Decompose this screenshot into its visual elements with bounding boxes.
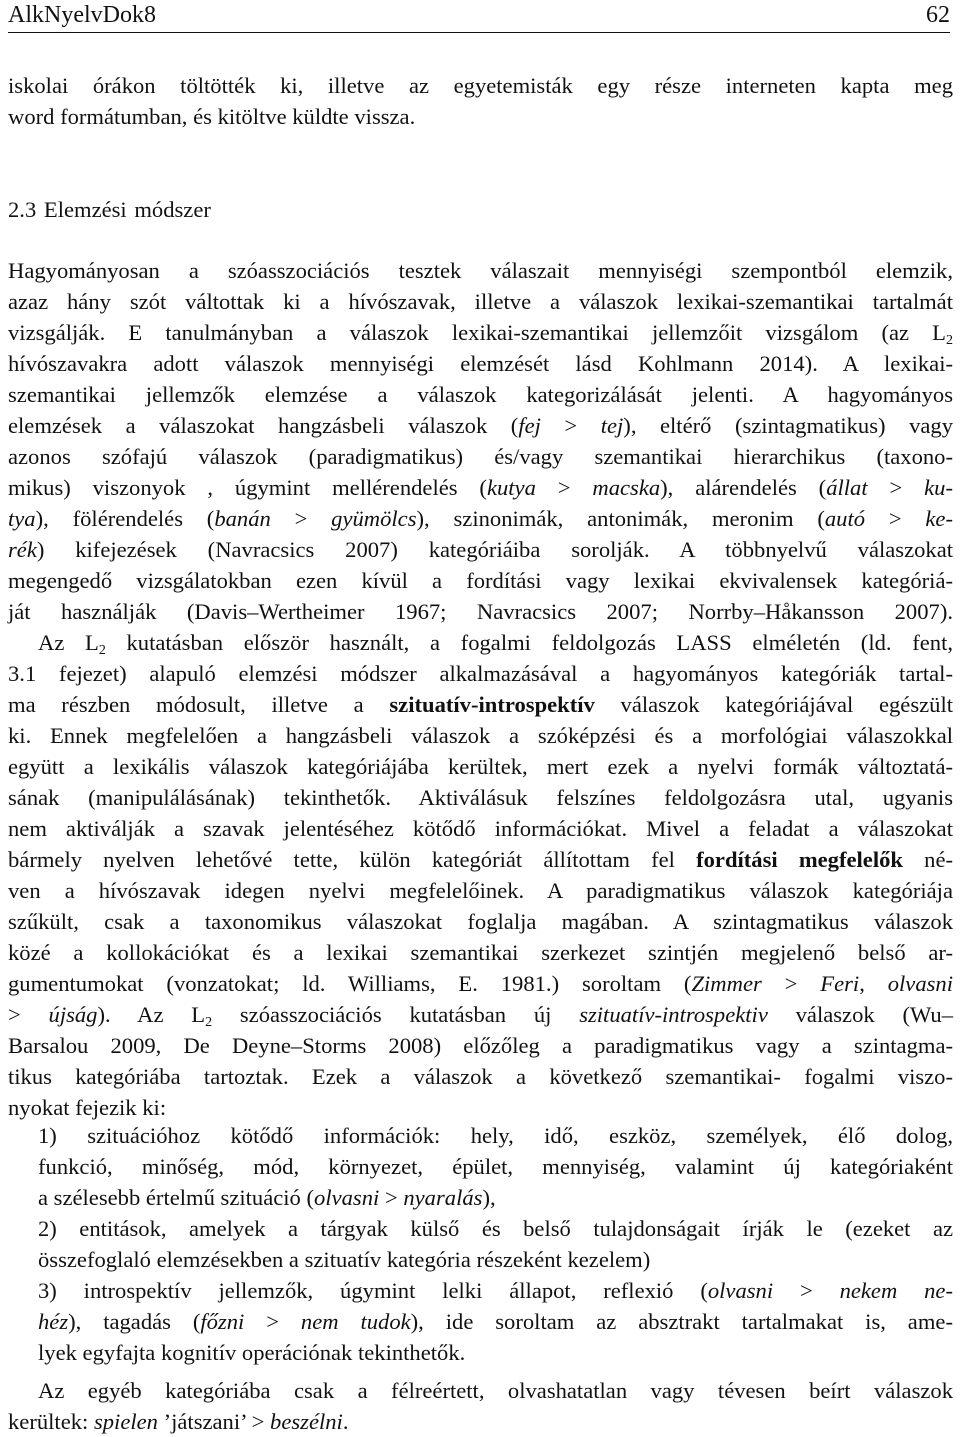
section-heading: 2.3 Elemzési módszer	[8, 197, 211, 222]
list-item-line: 3) introspektív jellemzők, úgymint lelki állapot, reflexió (olvasni > nekem ne-	[38, 1278, 953, 1303]
text-line: ven a hívószavak idegen nyelvi megfelelőinek. A paradigmatikus válaszok kategóriája	[8, 878, 953, 903]
text-line: Hagyományosan a szóasszociációs tesztek válaszait mennyiségi szempontból elemzik,	[8, 258, 953, 283]
text-line: sának (manipulálásának) tekinthetők. Aktiválásuk felszínes feldolgozásra utal, ugyanis	[8, 785, 953, 810]
text-line: együtt a lexikális válaszok kategóriájába kerültek, mert ezek a nyelvi formák változtatá-	[8, 754, 953, 779]
list-item-line: 2) entitások, amelyek a tárgyak külső és belső tulajdonságait írják le (ezeket az	[38, 1216, 953, 1241]
text-line: ját használják (Davis–Wertheimer 1967; Navracsics 2007; Norrby–Håkansson 2007).	[8, 599, 953, 624]
text-line: gumentumokat (vonzatokat; ld. Williams, E. 1981.) soroltam (Zimmer > Feri, olvasni	[8, 971, 954, 996]
list-item-line: lyek egyfajta kognitív operációnak tekinthetők.	[38, 1340, 466, 1365]
text-line: kerültek: spielen ’játszani’ > beszélni.	[8, 1409, 349, 1434]
text-line: azaz hány szót váltottak ki a hívószavak, illetve a válaszok lexikai-szemantikai tartalmát	[8, 289, 953, 314]
text-line: Barsalou 2009, De Deyne–Storms 2008) előzőleg a paradigmatikus vagy a szintagma-	[8, 1033, 953, 1058]
text-line: Az egyéb kategóriába csak a félreértett, olvashatatlan vagy tévesen beírt válaszok	[38, 1378, 953, 1403]
running-header	[8, 0, 950, 33]
text-line: mikus) viszonyok , úgymint mellérendelés (kutya > macska), alárendelés (állat > ku-	[8, 475, 953, 500]
text-line: tikus kategóriába tartoztak. Ezek a válaszok a következő szemantikai- fogalmi viszo-	[8, 1064, 953, 1089]
list-item-line: funkció, minőség, mód, környezet, épület, mennyiség, valamint új kategóriaként	[38, 1154, 953, 1179]
text-line: > újság). Az $L_2$ szóasszociációs kutatásban új szituatív-introspektiv válaszok (Wu–	[8, 1002, 953, 1030]
text-line: elemzések a válaszokat hangzásbeli válaszok (fej > tej), eltérő (szintagmatikus) vagy	[8, 413, 953, 438]
text-line: szűkült, csak a taxonomikus válaszokat foglalja magában. A szintagmatikus válaszok	[8, 909, 953, 934]
text-line: ma részben módosult, illetve a szituatív-introspektív válaszok kategóriájával egészült	[8, 692, 953, 717]
text-line: hívószavakra adott válaszok mennyiségi elemzését lásd Kohlmann 2014). A lexikai-	[8, 351, 953, 376]
list-item-line: 1) szituációhoz kötődő információk: hely, idő, eszköz, személyek, élő dolog,	[38, 1123, 953, 1148]
journal-title: AlkNyelvDok8	[8, 2, 156, 28]
text-line: bármely nyelven lehetővé tette, külön kategóriát állítottam fel fordítási megfelelők né-	[8, 847, 953, 872]
text-line: rék) kifejezések (Navracsics 2007) kategóriáiba sorolják. A többnyelvű válaszokat	[8, 537, 953, 562]
list-item-line: héz), tagadás (főzni > nem tudok), ide soroltam az absztrakt tartalmakat is, ame-	[38, 1309, 953, 1334]
text-line: nem aktiválják a szavak jelentéséhez kötődő információkat. Mivel a feladat a válaszokat	[8, 816, 953, 841]
text-line: közé a kollokációkat és a lexikai szemantikai szerkezet szintjén megjelenő belső ar-	[8, 940, 953, 965]
text-line: Az $L_2$ kutatásban először használt, a fogalmi feldolgozás LASS elméletén (ld. fent,	[38, 630, 953, 658]
text-line: szemantikai jellemzők elemzése a válaszok kategorizálását jelenti. A hagyományos	[8, 382, 953, 407]
text-line: word formátumban, és kitöltve küldte vissza.	[8, 104, 416, 129]
text-line: azonos szófajú válaszok (paradigmatikus) és/vagy szemantikai hierarchikus (taxono-	[8, 444, 953, 469]
text-line: tya), fölérendelés (banán > gyümölcs), szinonimák, antonimák, meronim (autó > ke-	[8, 506, 953, 531]
text-line: vizsgálják. E tanulmányban a válaszok lexikai-szemantikai jellemzőit vizsgálom (az $L_2$	[8, 320, 953, 348]
text-line: ki. Ennek megfelelően a hangzásbeli válaszok a szóképzési és a morfológiai válaszokkal	[8, 723, 953, 748]
page-number: 62	[926, 2, 950, 28]
text-line: nyokat fejezik ki:	[8, 1095, 167, 1120]
text-line: megengedő vizsgálatokban ezen kívül a fordítási vagy lexikai ekvivalensek kategóriá-	[8, 568, 953, 593]
text-line: iskolai órákon töltötték ki, illetve az egyetemisták egy része interneten kapta meg	[8, 73, 953, 98]
list-item-line: a szélesebb értelmű szituáció (olvasni > nyaralás),	[38, 1185, 496, 1210]
text-line: 3.1 fejezet) alapuló elemzési módszer alkalmazásával a hagyományos kategóriák tartal-	[8, 661, 953, 686]
list-item-line: összefoglaló elemzésekben a szituatív kategória részeként kezelem)	[38, 1247, 651, 1272]
